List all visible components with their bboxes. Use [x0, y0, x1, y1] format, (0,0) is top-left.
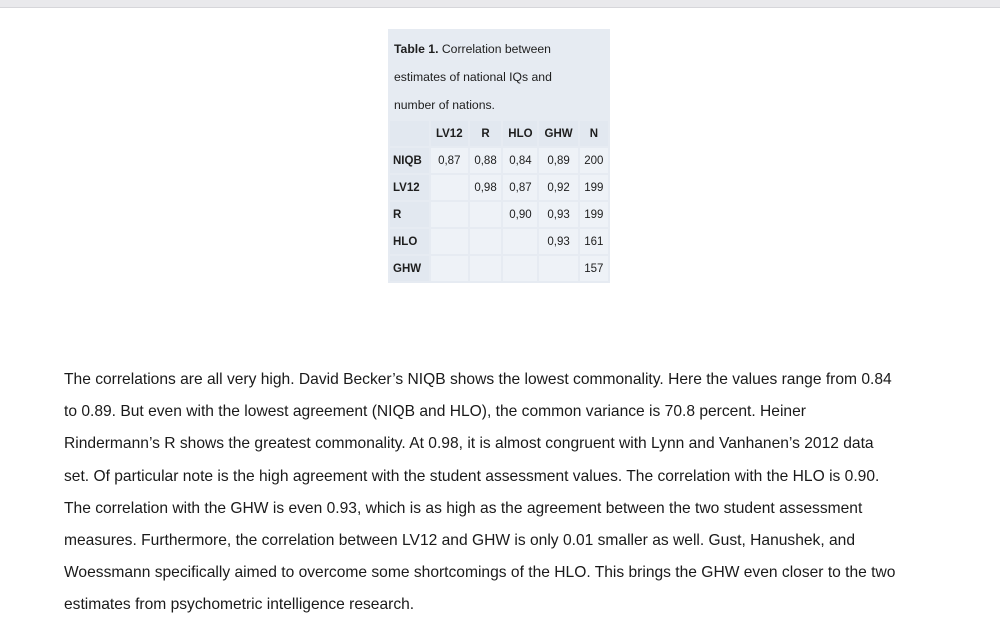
table-row: [390, 256, 608, 281]
row-label: LV12: [390, 175, 429, 200]
table-cell: 0,92: [539, 175, 577, 200]
table-cell: 0,93: [539, 229, 577, 254]
row-label: GHW: [390, 256, 429, 281]
header-r: R: [470, 121, 502, 146]
table-cell: [431, 229, 468, 254]
table-cell: 200: [580, 148, 608, 173]
table-cell: 199: [580, 175, 608, 200]
header-hlo: HLO: [503, 121, 537, 146]
paragraph-line: to 0.89. But even with the lowest agreement (NIQB and HLO), the common variance is 70.8 percent. Heiner: [64, 403, 806, 421]
table-cell: [470, 229, 502, 254]
header-n: N: [580, 121, 608, 146]
table-cell: [503, 229, 537, 254]
correlation-table-block: [388, 29, 610, 283]
table-header-row: [390, 121, 608, 146]
table-row: [390, 148, 608, 173]
table-cell: [470, 256, 502, 281]
table-cell: 0,88: [470, 148, 502, 173]
table-cell: 0,87: [431, 148, 468, 173]
row-label: R: [390, 202, 429, 227]
caption-label: Table 1.: [394, 42, 439, 56]
header-corner: [390, 121, 429, 146]
table-cell: [503, 256, 537, 281]
header-ghw: GHW: [539, 121, 577, 146]
table-cell: 0,98: [470, 175, 502, 200]
table-row: [390, 175, 608, 200]
table-caption: [388, 29, 610, 119]
table-cell: 0,84: [503, 148, 537, 173]
table-cell: 199: [580, 202, 608, 227]
table-cell: 0,90: [503, 202, 537, 227]
paragraph-line: The correlations are all very high. David Becker’s NIQB shows the lowest commonality. Here the values range from 0.84: [64, 371, 892, 388]
table-cell: [470, 202, 502, 227]
paragraph-line: Rindermann’s R shows the greatest commonality. At 0.98, it is almost congruent with Lynn and Vanhanen’s 2012 data: [64, 435, 874, 453]
correlation-table: [388, 119, 610, 283]
row-label: NIQB: [390, 148, 429, 173]
caption-text-1: Correlation between: [438, 42, 551, 56]
paragraph-line: The correlation with the GHW is even 0.93, which is as high as the agreement between the two student assessment: [64, 499, 863, 517]
table-cell: [431, 175, 468, 200]
table-cell: [431, 202, 468, 227]
table-cell: 0,93: [539, 202, 577, 227]
table-cell: [431, 256, 468, 281]
paragraph-line: Woessmann specifically aimed to overcome some shortcomings of the HLO. This brings the GHW even closer to the two: [64, 564, 896, 582]
table-cell: [539, 256, 577, 281]
body-paragraph: [64, 364, 944, 622]
table-row: [390, 229, 608, 254]
table-cell: 0,89: [539, 148, 577, 173]
caption-text-2: estimates of national IQs and: [394, 70, 552, 84]
table-row: [390, 202, 608, 227]
row-label: HLO: [390, 229, 429, 254]
caption-text-3: number of nations.: [394, 98, 495, 112]
top-divider: [0, 0, 1000, 8]
paragraph-line: estimates from psychometric intelligence research.: [64, 596, 415, 614]
paragraph-line: measures. Furthermore, the correlation between LV12 and GHW is only 0.01 smaller as well. Gust, Hanushek, and: [64, 532, 856, 550]
paragraph-line: set. Of particular note is the high agreement with the student assessment values. The correlation with the HLO is 0.90.: [64, 467, 880, 485]
header-lv12: LV12: [431, 121, 468, 146]
table-cell: 161: [580, 229, 608, 254]
table-cell: 157: [580, 256, 608, 281]
table-cell: 0,87: [503, 175, 537, 200]
